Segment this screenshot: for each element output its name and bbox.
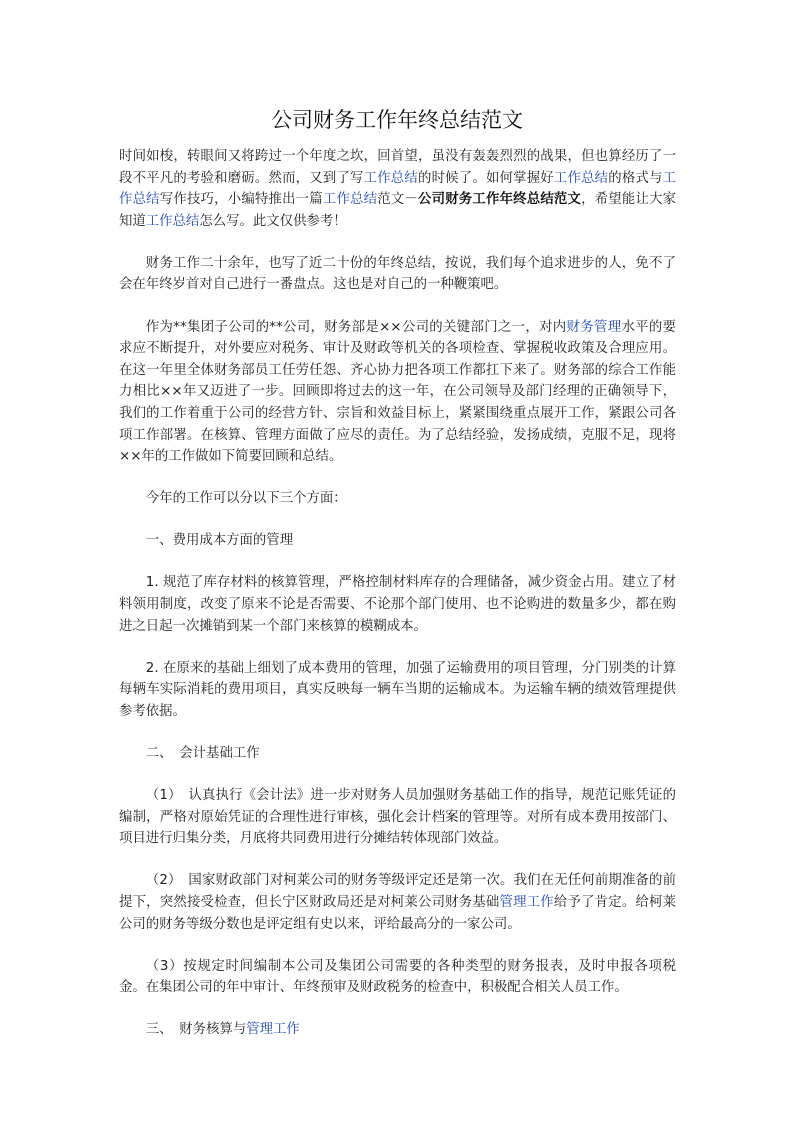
inline-link[interactable]: 管理工作 xyxy=(499,894,554,910)
inline-link[interactable]: 工作总结 xyxy=(553,170,609,186)
inline-link[interactable]: 工作总结 xyxy=(322,192,378,208)
body-paragraph xyxy=(119,870,676,935)
text-run: 时间如梭，转眼间又将跨过一个年度之坎，回首望，虽没有轰轰烈烈的战果，但也算经历了一段不平凡的考验和磨砺。然而，又到了写 xyxy=(119,149,676,186)
text-run: 财务工作二十余年，也写了近二十份的年终总结，按说，我们每个追求进步的人，免不了会在年终岁首对自己进行一番盘点。这也是对自己的一种鞭策吧。 xyxy=(119,255,676,293)
text-run: （1） 认真执行《会计法》进一步对财务人员加强财务基础工作的指导，规范记账凭证的编制，严格对原始凭证的合理性进行审核，强化会计档案的管理等。对所有成本费用按部门、项目进行归集分类，月底将共同费用进行分摊结转体现部门效益。 xyxy=(119,788,676,847)
text-run: 二、 会计基础工作 xyxy=(145,745,260,761)
body-paragraph xyxy=(119,785,676,850)
body-paragraph xyxy=(119,317,676,468)
body-paragraph xyxy=(119,146,676,232)
text-run: 水平的要求应不断提升，对外要应对税务、审计及财政等机关的各项检查、掌握税收政策及合理应用。在这一年里全体财务部员工任劳任怨、齐心协力把各项工作都扛下来了。财务部的综合工作能力相比××年又迈进了一步。回顾即将过去的这一年，在公司领导及部门经理的正确领导下，我们的工作着重于公司的经营方针、宗旨和效益目标上，紧紧围绕重点展开工作，紧跟公司各项工作部署。在核算、管理方面做了应尽的责任。为了总结经验，发扬成绩，克服不足，现将××年的工作做如下简要回顾和总结。 xyxy=(119,319,677,465)
text-run: 一、费用成本方面的管理 xyxy=(145,533,294,549)
text-run: ，希望能让大家知道 xyxy=(119,192,677,229)
text-run: 今年的工作可以分以下三个方面： xyxy=(145,491,347,507)
body-paragraph xyxy=(119,530,676,552)
text-run: 怎么写。此文仅供参考！ xyxy=(199,213,347,229)
text-run: 写作技巧，小编特推出一篇 xyxy=(159,192,323,208)
body-paragraph xyxy=(119,1019,676,1041)
body-paragraph xyxy=(119,572,676,637)
text-run: （3）按规定时间编制本公司及集团公司需要的各种类型的财务报表，及时申报各项税金。在集团公司的年中审计、年终预审及财政税务的检查中，积极配合相关人员工作。 xyxy=(119,958,676,996)
text-run: 给予了肯定。给柯莱公司的财务等级分数也是评定组有史以来，评给最高分的一家公司。 xyxy=(119,894,677,932)
body-paragraph xyxy=(119,956,676,999)
inline-link[interactable]: 工作总结 xyxy=(119,170,677,208)
document-title: 公司财务工作年终总结范文 xyxy=(271,108,523,132)
inline-link[interactable]: 工作总结 xyxy=(145,213,200,229)
text-run: （2） 国家财政部门对柯莱公司的财务等级评定还是第一次。我们在无任何前期准备的前提下，突然接受检查，但长宁区财政局还是对柯莱公司财务基础 xyxy=(119,873,676,910)
inline-link[interactable]: 工作总结 xyxy=(363,170,418,186)
text-run: 三、 财务核算与 xyxy=(145,1022,247,1038)
text-run: 的时候了。如何掌握好 xyxy=(418,170,554,186)
body-paragraph xyxy=(119,253,676,296)
emphasized-text: 公司财务工作年终总结范文 xyxy=(417,192,582,208)
document-body xyxy=(119,146,676,1061)
text-run: 2. 在原来的基础上细划了成本费用的管理，加强了运输费用的项目管理，分门别类的计算每辆车实际消耗的费用项目，真实反映每一辆车当期的运输成本。为运输车辆的绩效管理提供参考依据。 xyxy=(119,660,676,719)
body-paragraph xyxy=(119,488,676,510)
inline-link[interactable]: 财务管理 xyxy=(566,319,622,335)
text-run: 的格式与 xyxy=(608,170,663,186)
text-run: 作为**集团子公司的**公司，财务部是××公司的关键部门之一，对内 xyxy=(145,319,567,335)
body-paragraph xyxy=(119,743,676,765)
inline-link[interactable]: 管理工作 xyxy=(246,1022,300,1038)
text-run: 1. 规范了库存材料的核算管理，严格控制材料库存的合理储备，减少资金占用。建立了材料领用制度，改变了原来不论是否需要、不论那个部门使用、也不论购进的数量多少，都在购进之日起一次摊销到某一个部门来核算的模糊成本。 xyxy=(119,575,676,634)
text-run: 范文－ xyxy=(377,192,418,208)
body-paragraph xyxy=(119,658,676,723)
